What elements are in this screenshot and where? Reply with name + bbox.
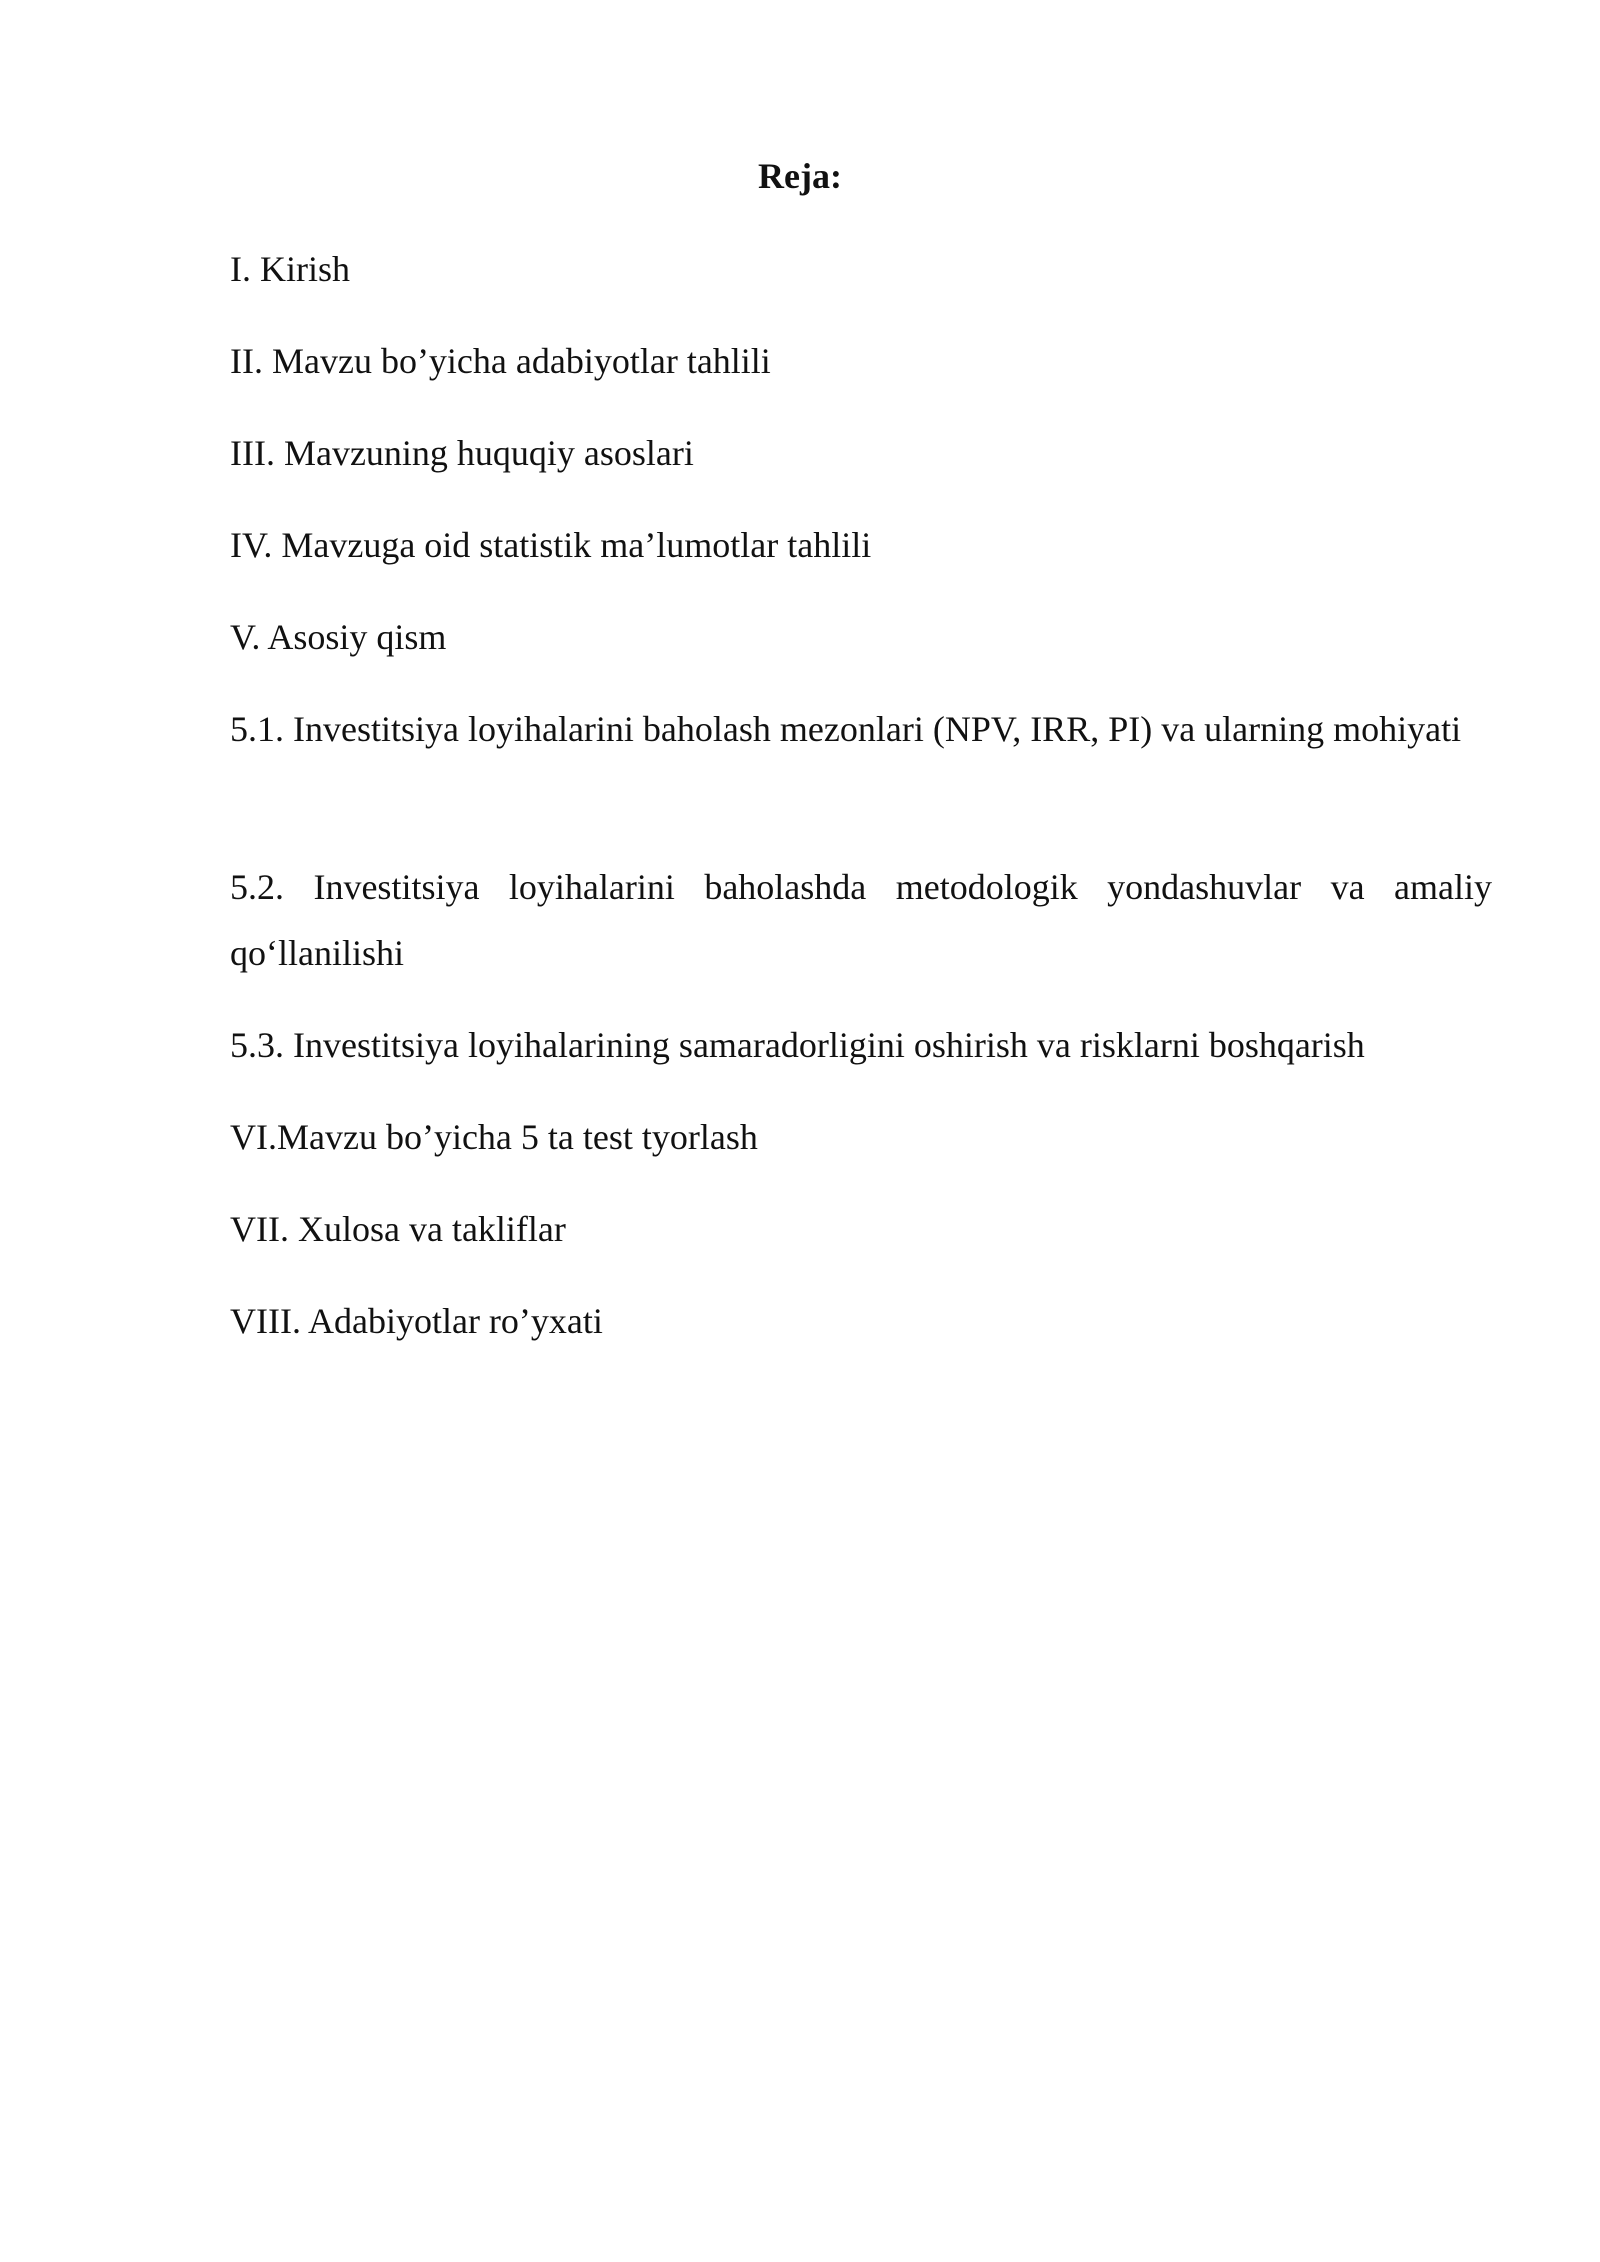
plan-item-3: III. Mavzuning huquqiy asoslari (230, 433, 694, 473)
plan-item-8: VIII. Adabiyotlar ro’yxati (230, 1301, 603, 1341)
plan-item-5-3: 5.3. Investitsiya loyihalarining samaradorligini oshirish va risklarni boshqarish (230, 1025, 1365, 1065)
plan-item-7: VII. Xulosa va takliflar (230, 1209, 566, 1249)
plan-item-4: IV. Mavzuga oid statistik ma’lumotlar tahlili (230, 525, 872, 565)
plan-item-5-2: 5.2. Investitsiya loyihalarini baholashda metodologik yondashuvlar va amaliy qo‘llanilishi (230, 867, 1492, 973)
plan-item-6: VI.Mavzu bo’yicha 5 ta test tyorlash (230, 1117, 758, 1157)
page-title: Reja: (758, 156, 842, 196)
plan-item-2: II. Mavzu bo’yicha adabiyotlar tahlili (230, 341, 771, 381)
plan-item-5: V. Asosiy qism (230, 617, 447, 657)
plan-item-1: I. Kirish (230, 249, 350, 289)
plan-item-5-1: 5.1. Investitsiya loyihalarini baholash mezonlari (NPV, IRR, PI) va ularning mohiyati (230, 709, 1462, 749)
